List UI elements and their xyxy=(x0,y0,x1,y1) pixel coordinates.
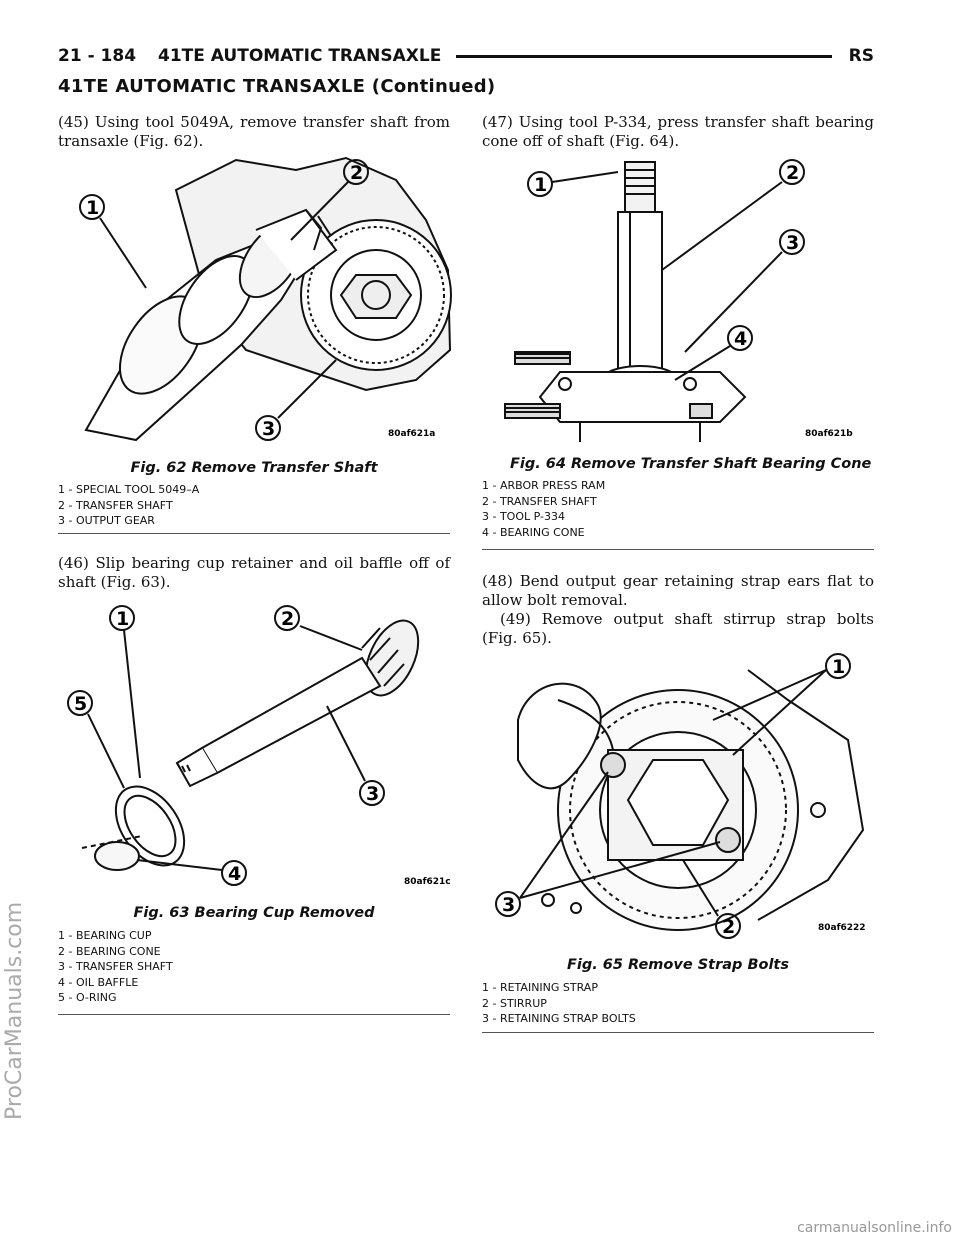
fig65-callout-2: 2 xyxy=(722,916,736,938)
fig62-callout-2: 2 xyxy=(350,162,364,184)
fig64-legend-item: 1 - ARBOR PRESS RAM xyxy=(482,479,606,492)
fig63-callout-3: 3 xyxy=(366,783,380,805)
fig63-callout-2: 2 xyxy=(281,608,295,630)
fig63-legend-item: 1 - BEARING CUP xyxy=(58,929,152,942)
fig64-legend xyxy=(482,478,605,540)
fig62-callout-3: 3 xyxy=(262,418,276,440)
fig62-legend-item: 1 - SPECIAL TOOL 5049–A xyxy=(58,483,200,496)
fig65-callout-1: 1 xyxy=(832,656,846,678)
figure-62-illustration xyxy=(66,150,456,442)
fig64-callout-3: 3 xyxy=(786,232,800,254)
fig64-legend-item: 4 - BEARING CONE xyxy=(482,525,585,539)
fig65-callout-3: 3 xyxy=(502,894,516,916)
fig64-callout-4: 4 xyxy=(734,328,748,350)
fig62-callout-1: 1 xyxy=(86,197,100,219)
step-46: (46) Slip bearing cup retainer and oil baffle off of shaft (Fig. 63). xyxy=(58,554,450,591)
fig62-caption: Fig. 62 Remove Transfer Shaft xyxy=(130,460,378,476)
step-47: (47) Using tool P-334, press transfer shaft bearing cone off of shaft (Fig. 64). xyxy=(482,113,874,150)
fig65-legend-item: 1 - RETAINING STRAP xyxy=(482,981,598,994)
fig63-caption: Fig. 63 Bearing Cup Removed xyxy=(133,905,375,921)
fig62-legend xyxy=(58,482,199,529)
figure-65 xyxy=(488,650,873,942)
fig63-rule xyxy=(58,1014,450,1015)
page-number: 21 - 184 xyxy=(58,46,137,66)
step-49: (49) Remove output shaft stirrup strap bolts (Fig. 65). xyxy=(482,610,874,647)
fig65-caption: Fig. 65 Remove Strap Bolts xyxy=(566,957,789,973)
fig64-callout-1: 1 xyxy=(534,174,548,196)
fig65-rule xyxy=(482,1032,874,1033)
fig63-legend xyxy=(58,928,173,1006)
figure-63-illustration xyxy=(62,598,452,898)
fig63-legend-item: 3 - TRANSFER SHAFT xyxy=(58,960,173,973)
fig65-legend-item: 2 - STIRRUP xyxy=(482,996,547,1010)
header-title: 41TE AUTOMATIC TRANSAXLE xyxy=(158,46,442,66)
fig63-callout-5: 5 xyxy=(74,693,88,715)
fig63-legend-item: 4 - OIL BAFFLE xyxy=(58,975,139,989)
step-45: (45) Using tool 5049A, remove transfer shaft from transaxle (Fig. 62). xyxy=(58,113,450,150)
figure-63 xyxy=(62,598,452,898)
fig63-callout-4: 4 xyxy=(228,863,242,885)
fig62-rule xyxy=(58,533,450,534)
fig65-id: 80af6222 xyxy=(818,923,866,933)
fig63-callout-1: 1 xyxy=(116,608,130,630)
fig63-id: 80af621c xyxy=(404,877,451,887)
figure-62 xyxy=(66,150,456,442)
fig64-id: 80af621b xyxy=(805,429,853,439)
footer-watermark: carmanualsonline.info xyxy=(797,1220,952,1236)
fig64-legend-item: 2 - TRANSFER SHAFT xyxy=(482,494,597,508)
header-code: RS xyxy=(848,46,874,66)
fig65-legend xyxy=(482,980,636,1027)
side-watermark: ProCarManuals.com xyxy=(2,901,27,1120)
figure-64 xyxy=(500,152,870,444)
fig64-rule xyxy=(482,549,874,550)
figure-65-illustration xyxy=(488,650,873,942)
section-title: 41TE AUTOMATIC TRANSAXLE (Continued) xyxy=(58,76,496,97)
step-48: (48) Bend output gear retaining strap ears flat to allow bolt removal. xyxy=(482,572,874,609)
fig64-caption: Fig. 64 Remove Transfer Shaft Bearing Cone xyxy=(510,456,872,472)
fig65-legend-item: 3 - RETAINING STRAP BOLTS xyxy=(482,1012,636,1025)
fig64-callout-2: 2 xyxy=(786,162,800,184)
fig64-legend-item: 3 - TOOL P-334 xyxy=(482,510,565,523)
fig62-legend-item: 3 - OUTPUT GEAR xyxy=(58,514,155,527)
figure-64-callouts xyxy=(528,160,804,380)
fig62-legend-item: 2 - TRANSFER SHAFT xyxy=(58,498,173,512)
figure-64-illustration xyxy=(500,152,870,444)
fig63-legend-item: 5 - O-RING xyxy=(58,991,117,1004)
fig63-legend-item: 2 - BEARING CONE xyxy=(58,944,161,958)
header-rule xyxy=(456,55,832,58)
fig62-id: 80af621a xyxy=(388,429,436,439)
page-header xyxy=(58,44,874,70)
